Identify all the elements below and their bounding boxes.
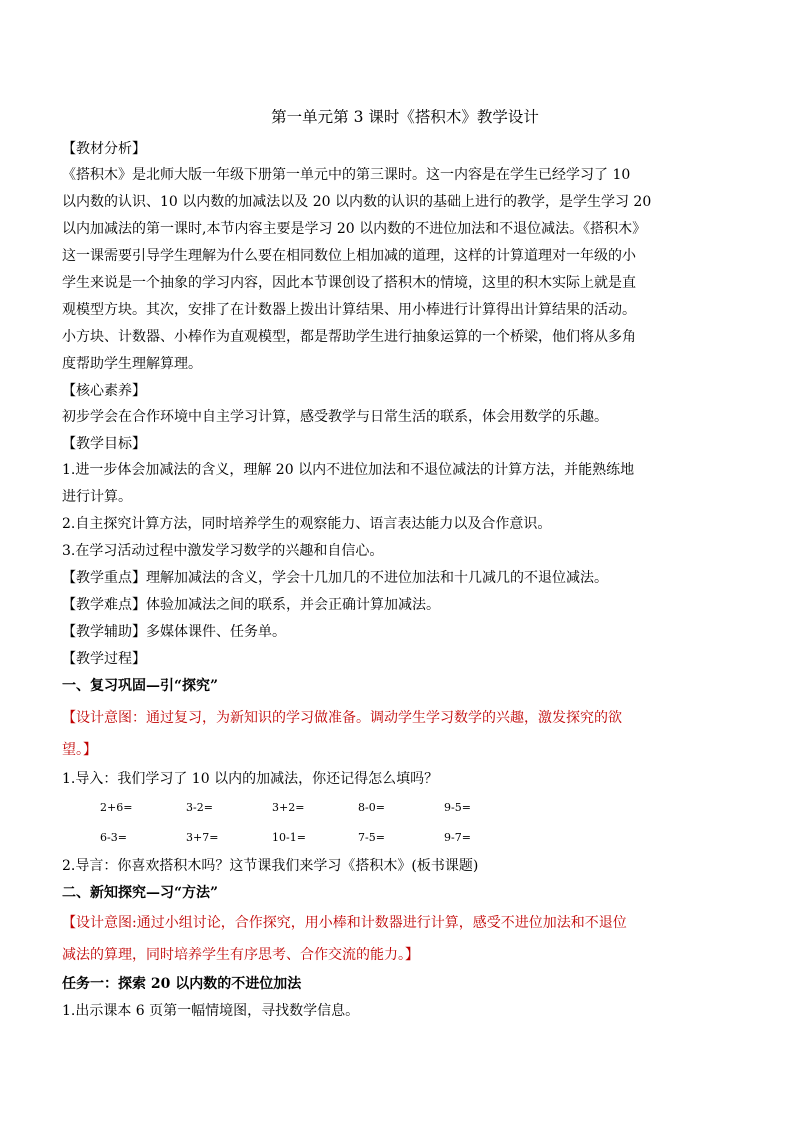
- exercise-item: 8-0=: [358, 801, 385, 814]
- teaching-aids: 【教学辅助】多媒体课件、任务单。: [62, 624, 286, 640]
- difficulty: 【教学难点】体验加减法之间的联系，并会正确计算加减法。: [62, 597, 440, 613]
- goal-1-line-2: 进行计算。: [62, 489, 132, 505]
- section-heading-goals: 【教学目标】: [62, 436, 146, 452]
- exercise-item: 7-5=: [358, 831, 385, 844]
- design-intent-1-line-2: 望。】: [62, 742, 97, 758]
- task-1-heading: 任务一：探索 20 以内数的不进位加法: [62, 976, 302, 992]
- exercise-item: 3-2=: [186, 801, 213, 814]
- part-1-heading: 一、复习巩固—引“探究”: [62, 678, 219, 694]
- design-intent-2-line-2: 减法的算理，同时培养学生有序思考、合作交流的能力。】: [62, 947, 419, 963]
- analysis-line: 这一课需要引导学生理解为什么要在相同数位上相加减的道理，这样的计算道理对一年级的小: [62, 248, 636, 264]
- section-heading-process: 【教学过程】: [62, 651, 146, 667]
- goal-2: 2.自主探究计算方法，同时培养学生的观察能力、语言表达能力以及合作意识。: [62, 516, 552, 532]
- goal-1-line-1: 1.进一步体会加减法的含义，理解 20 以内不进位加法和不退位减法的计算方法，并能熟练地: [62, 462, 635, 478]
- design-intent-1-line-1: 【设计意图：通过复习，为新知识的学习做准备。调动学生学习数学的兴趣，激发探究的欲: [62, 710, 622, 726]
- exercise-item: 2+6=: [100, 801, 133, 814]
- exercise-item: 3+2=: [272, 801, 305, 814]
- exercise-item: 9-5=: [444, 801, 471, 814]
- task-1-item-1: 1.出示课本 6 页第一幅情境图，寻找数学信息。: [62, 1003, 360, 1019]
- design-intent-2-line-1: 【设计意图:通过小组讨论，合作探究，用小棒和计数器进行计算，感受不进位加法和不退位: [62, 915, 627, 931]
- analysis-line: 以内加减法的第一课时,本节内容主要是学习 20 以内数的不进位加法和不退位减法。《搭积木》: [62, 221, 647, 237]
- section-heading-analysis: 【教材分析】: [62, 141, 146, 157]
- document-title: 第一单元第 3 课时《搭积木》教学设计: [271, 108, 539, 126]
- exercise-item: 3+7=: [186, 831, 219, 844]
- exercise-item: 9-7=: [444, 831, 471, 844]
- literacy-text: 初步学会在合作环境中自主学习计算，感受教学与日常生活的联系，体会用数学的乐趣。: [62, 409, 608, 425]
- analysis-line: 《搭积木》是北师大版一年级下册第一单元中的第三课时。这一内容是在学生已经学习了 10: [62, 167, 631, 183]
- analysis-line: 度帮助学生理解算理。: [62, 356, 202, 372]
- intro-text: 1.导入：我们学习了 10 以内的加减法，你还记得怎么填吗？: [62, 771, 439, 787]
- analysis-line: 观模型方块。其次，安排了在计数器上拨出计算结果、用小棒进行计算得出计算结果的活动。: [62, 302, 636, 318]
- exercise-item: 6-3=: [100, 831, 127, 844]
- key-point: 【教学重点】理解加减法的含义，学会十几加几的不进位加法和十几减几的不退位减法。: [62, 570, 608, 586]
- exercise-row-2: [62, 823, 734, 853]
- section-heading-literacy: 【核心素养】: [62, 383, 146, 399]
- goal-3: 3.在学习活动过程中激发学习数学的兴趣和自信心。: [62, 543, 384, 559]
- exercise-item: 10-1=: [272, 831, 306, 844]
- analysis-paragraph: [62, 162, 734, 378]
- analysis-line: 学生来说是一个抽象的学习内容，因此本节课创设了搭积木的情境，这里的积木实际上就是直: [62, 275, 636, 291]
- part-2-heading: 二、新知探究—习“方法”: [62, 885, 219, 901]
- guide-text: 2.导言：你喜欢搭积木吗？这节课我们来学习《搭积木》(板书课题): [62, 858, 479, 874]
- analysis-line: 小方块、计数器、小棒作为直观模型，都是帮助学生进行抽象运算的一个桥梁，他们将从多角: [62, 329, 636, 345]
- analysis-line: 以内数的认识、10 以内数的加减法以及 20 以内数的认识的基础上进行的教学，是学生学习 20: [62, 194, 652, 210]
- exercise-row-1: [62, 793, 734, 823]
